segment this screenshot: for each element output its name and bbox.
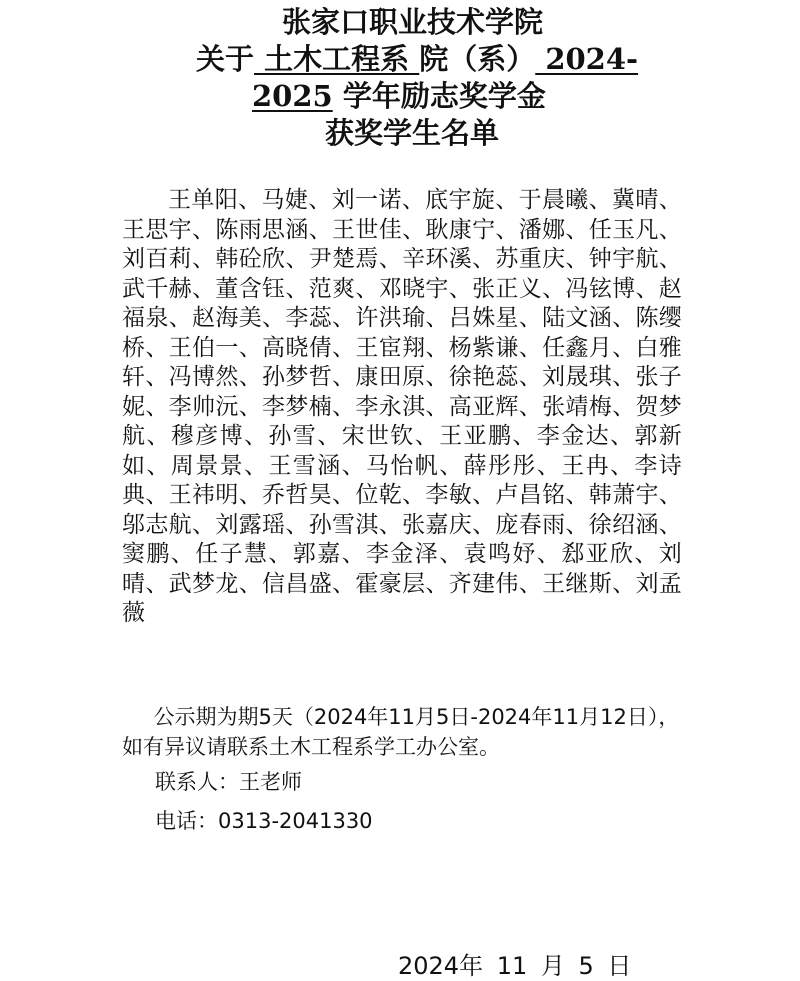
title-department: 土木工程系 <box>254 42 420 76</box>
contact-person: 联系人：王老师 <box>155 770 302 794</box>
title-scholarship: 学年励志奖学金 <box>332 79 546 113</box>
title-year-end: 2025 <box>252 79 333 113</box>
title-year-start: 2024- <box>535 42 639 76</box>
title-line-1: 张家口职业技术学院 <box>282 5 544 39</box>
title-line-3 <box>252 78 546 115</box>
title-line-2 <box>196 41 638 78</box>
publicity-notice: 公示期为期5天（2024年11月5日-2024年11月12日），如有异议请联系土木工程系学工办公室。 <box>122 705 680 759</box>
contact-phone: 电话：0313-2041330 <box>155 809 373 833</box>
title-line-4: 获奖学生名单 <box>325 116 500 150</box>
awardee-name-list: 王单阳、马婕、刘一诺、底宇旋、于晨曦、冀晴、王思宇、陈雨思涵、王世佳、耿康宁、潘娜、任玉凡、刘百莉、韩砼欣、尹楚焉、辛环溪、苏重庆、钟宇航、武千赫、董含钰、范爽、邓晓宇、张正义、冯铉博、赵福泉、赵海美、李蕊、许洪瑜、吕姝星、陆文涵、陈缨桥、王伯一、高晓倩、王宦翔、杨紫谦、任鑫月、白雅轩、冯博然、孙梦哲、康田原、徐艳蕊、刘晟琪、张子妮、李帅沅、李梦楠、李永淇、高亚辉、张靖梅、贺梦航、穆彦博、孙雪、宋世钦、王亚鹏、李金达、郭新如、周景景、王雪涵、马怡帆、薛彤彤、王冉、李诗典、王祎明、乔哲昊、位乾、李敏、卢昌铭、韩萧宇、邬志航、刘露瑶、孙雪淇、张嘉庆、庞春雨、徐绍涵、窦鹏、任子慧、郭嘉、李金泽、袁鸣妤、郄亚欣、刘晴、武梦龙、信昌盛、霍豪层、齐建伟、王继斯、刘孟薇 <box>122 187 682 626</box>
title-prefix: 关于 <box>196 42 255 76</box>
issue-date: 2024年 11 月 5 日 <box>398 952 632 980</box>
title-unit: 院（系） <box>419 42 536 76</box>
